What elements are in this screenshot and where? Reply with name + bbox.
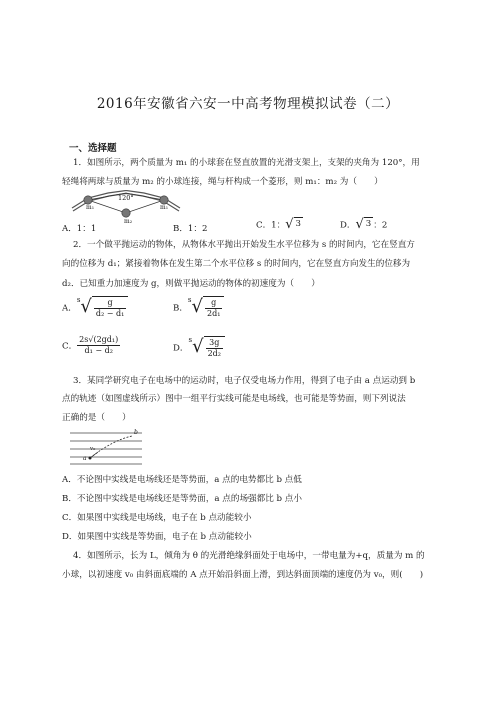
- q1-fig-m1-left: m₁: [86, 204, 95, 211]
- q1-option-d-radicand: 3: [364, 217, 373, 233]
- q2-option-b-s: s: [187, 296, 192, 304]
- q2-option-b: [173, 296, 224, 319]
- q3-figure-svg: [68, 428, 144, 466]
- q3-fig-v0: v₀: [90, 446, 96, 452]
- q1-text-line2: 轻绳将两球与质量为 m₂ 的小球连接，绳与杆构成一个菱形，则 m₁：m₂ 为（ ）: [62, 177, 383, 187]
- q2-option-b-num: g: [205, 298, 222, 309]
- q3-option-c: C．如果图中实线是电场线，电子在 b 点动能较小: [62, 513, 252, 523]
- q1-fig-angle: 120°: [118, 194, 134, 202]
- q1-option-d: [340, 217, 387, 233]
- q2-option-d-den: 2d₂: [207, 349, 221, 358]
- q3-figure: [68, 428, 144, 466]
- ball-m1-right: [160, 196, 168, 204]
- ball-m1-left: [84, 196, 92, 204]
- q1-option-d-prefix: D．: [340, 220, 356, 231]
- q4-text-line2: 小球，以初速度 v₀ 由斜面底端的 A 点开始沿斜面上滑，到达斜面顶端的速度仍为 v₀，则( ): [62, 570, 424, 580]
- q2-option-c-den: d₁ − d₂: [84, 346, 113, 355]
- q2-option-d-s: s: [188, 336, 193, 344]
- q2-option-b-radical: √ $\frac{g}{\text{2d₁}}$: [192, 296, 225, 319]
- q2-text-line3: d₂．已知重力加速度为 g，则做平抛运动的物体的初速度为（ ）: [62, 279, 320, 289]
- q2-option-a-den: d₂ − d₁: [95, 309, 125, 318]
- q2-option-a-label: A．: [62, 303, 77, 314]
- ball-m2: [122, 209, 130, 217]
- q3-text-line2: 点的轨迹（如图虚线所示）图中一组平行实线可能是电场线，也可能是等势面，则下列说法: [62, 394, 406, 404]
- right-support-rod: [126, 191, 180, 209]
- q3-option-d: D．如果图中实线是等势面，电子在 b 点动能较小: [62, 532, 252, 542]
- section-heading: 一、选择题: [69, 143, 117, 154]
- q2-option-b-label: B．: [173, 303, 188, 314]
- q3-fig-a: a: [83, 455, 87, 462]
- q4-text-line1: 4．如图所示，长为 L，倾角为 θ 的光滑绝缘斜面处于电场中，一带电量为+q，质量为 m 的: [73, 551, 425, 561]
- q1-option-c-radicand: 3: [294, 217, 303, 233]
- q2-option-d-radical: √ $\frac{3g}{\text{2d₂}}$: [192, 336, 225, 359]
- q2-option-a-radical: √ $\frac{g}{\text{d₂ − d₁}}$: [80, 296, 128, 319]
- point-a: [89, 457, 92, 460]
- q1-option-c-prefix: C．1：: [256, 220, 286, 231]
- q1-fig-m2: m₂: [124, 218, 133, 225]
- q2-text-line1: 2．一个做平抛运动的物体，从物体水平抛出开始发生水平位移为 s 的时间内，它在竖直方: [73, 240, 415, 250]
- q1-text-line1: 1．如图所示，两个质量为 m₁ 的小球套在竖直放置的光滑支架上，支架的夹角为 120°，用: [73, 158, 420, 168]
- q1-option-c-radical: √ 3: [285, 217, 301, 232]
- q3-fig-b: b: [134, 429, 138, 436]
- q2-option-a: [62, 296, 128, 319]
- q2-option-d: [173, 336, 225, 359]
- q3-text-line1: 3．某同学研究电子在电场中的运动时，电子仅受电场力作用，得到了电子由 a 点运动到 b: [73, 376, 416, 386]
- q2-text-line2: 向的位移为 d₁；紧接着物体在发生第二个水平位移 s 的时间内，它在竖直方向发生的位移为: [62, 259, 411, 269]
- q2-option-c-num: 2s√(2gd₁): [79, 335, 119, 344]
- q1-option-c: [256, 217, 303, 233]
- q1-option-d-suffix: ：2: [373, 220, 388, 231]
- q1-fig-m1-right: m₁: [160, 204, 169, 211]
- q3-text-line3: 正确的是（ ）: [62, 413, 131, 423]
- q1-option-b: B．1：2: [173, 224, 208, 234]
- q2-option-d-num: 3g: [206, 338, 223, 349]
- q2-option-c: [62, 335, 120, 356]
- q3-option-a: A．不论图中实线是电场线还是等势面，a 点的电势都比 b 点低: [62, 475, 302, 485]
- page-title: 2016年安徽省六安一中高考物理模拟试卷（二）: [96, 96, 400, 112]
- q2-option-b-den: 2d₁: [207, 309, 221, 318]
- q1-option-d-radical: √ 3: [355, 217, 372, 232]
- q2-option-a-num: g: [94, 298, 126, 309]
- q3-option-b: B．不论图中实线是电场线还是等势面，a 点的场强都比 b 点小: [62, 494, 302, 504]
- q1-figure: [70, 190, 182, 218]
- q2-option-a-s: s: [76, 296, 81, 304]
- trajectory-dashed: [90, 436, 132, 458]
- q1-option-a: A．1：1: [62, 224, 97, 234]
- q2-option-c-label: C．: [62, 341, 78, 352]
- q2-option-d-label: D．: [173, 343, 189, 354]
